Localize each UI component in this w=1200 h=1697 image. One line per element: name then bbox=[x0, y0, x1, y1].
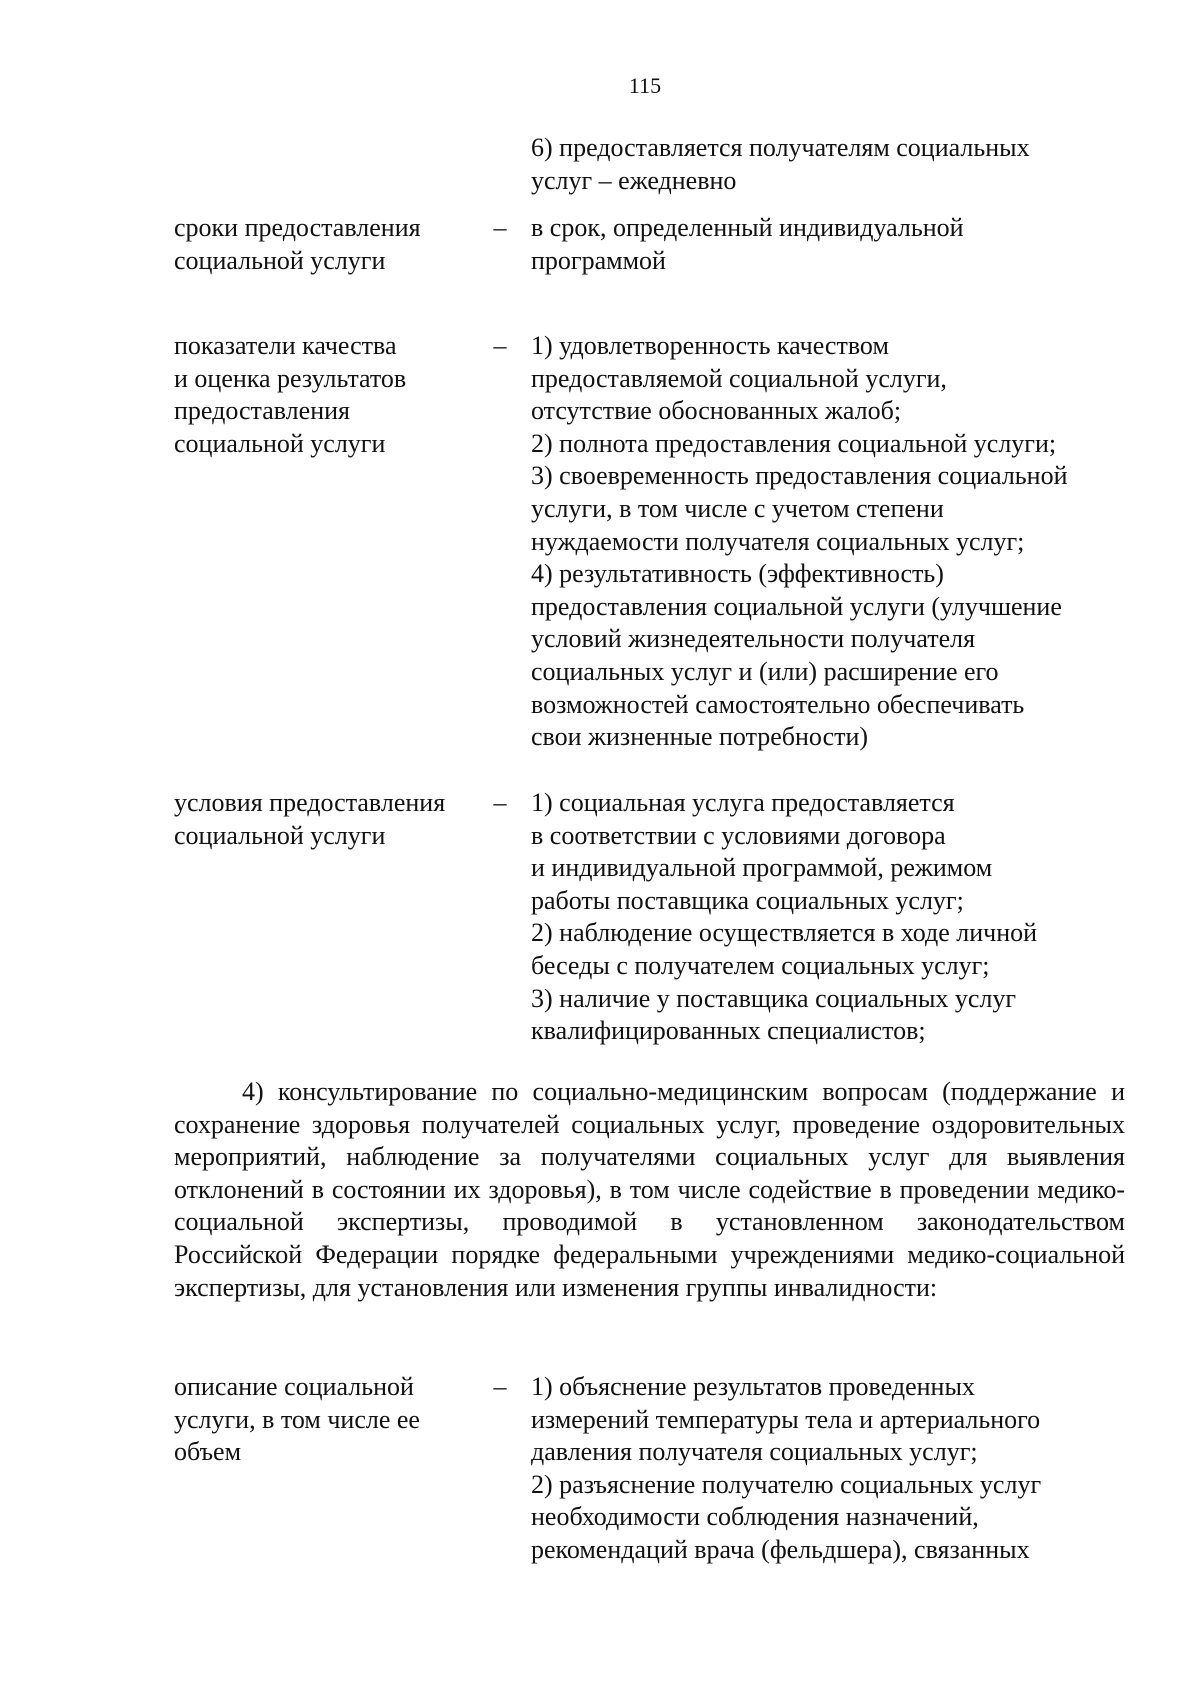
row-label: показатели качества и оценка результатов предоставления социальной услуги bbox=[174, 331, 407, 458]
row-value: в срок, определенный индивидуальной программой bbox=[531, 213, 964, 275]
row-label: сроки предоставления социальной услуги bbox=[174, 213, 421, 275]
body-paragraph: 4) консультирование по социально-медицинским вопросам (поддержание и сохранение здоровья получателей социальных услуг, проведение оздоровительных мероприятий, наблюдение за получателями социальных услуг для выявления отклонений в состоянии их здоровья), в том числе содействие в проведении медико-социальной экспертизы, проводимой в установленном законодательством Российской Федерации порядке федеральными учреждениями медико-социальной экспертизы, для установления или изменения группы инвалидности: bbox=[174, 1077, 1125, 1302]
page-number: 115 bbox=[628, 73, 662, 98]
row-label: условия предоставления социальной услуги bbox=[174, 788, 446, 850]
row-value: 1) удовлетворенность качеством предоставляемой социальной услуги, отсутствие обоснованных жалоб; 2) полнота предоставления социальной услуги; 3) своевременность предоставления социальной услуги, в том числе с учетом степени нуждаемости получателя социальных услуг; 4) результативность (эффективность) предоставления социальной услуги (улучшение условий жизнедеятельности получателя социальных услуг и (или) расширение его возможностей самостоятельно обеспечивать свои жизненные потребности) bbox=[531, 331, 1068, 752]
row-value: 1) социальная услуга предоставляется в соответствии с условиями договора и индивидуальной программой, режимом работы поставщика социальных услуг; 2) наблюдение осуществляется в ходе личной беседы с получателем социальных услуг; 3) наличие у поставщика социальных услуг квалифицированных специалистов; bbox=[531, 788, 1038, 1046]
row-label: описание социальной услуги, в том числе ее объем bbox=[174, 1372, 420, 1467]
dash-separator: – bbox=[493, 1372, 507, 1401]
intro-value: 6) предоставляется получателям социальных услуг – ежедневно bbox=[531, 133, 1030, 195]
row-value: 1) объяснение результатов проведенных измерений температуры тела и артериального давления получателя социальных услуг; 2) разъяснение получателю социальных услуг необходимости соблюдения назначений, рекомендаций врача (фельдшера), связанных bbox=[531, 1372, 1042, 1564]
dash-separator: – bbox=[493, 331, 507, 360]
dash-separator: – bbox=[493, 788, 507, 817]
dash-separator: – bbox=[493, 213, 507, 242]
